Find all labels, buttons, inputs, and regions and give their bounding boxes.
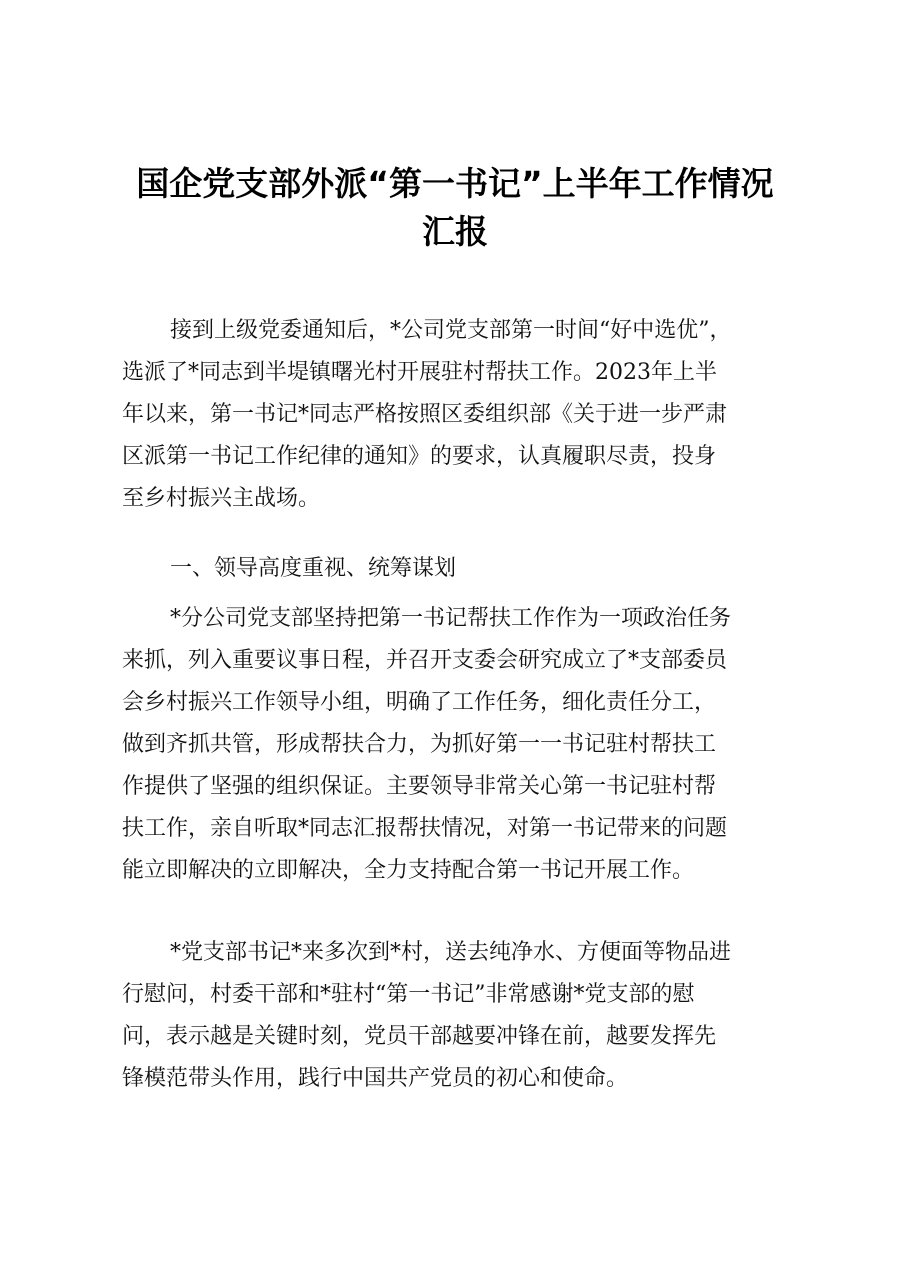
document-title	[110, 160, 800, 256]
paragraph-line: 来抓，列入重要议事日程，并召开支委会研究成立了*支部委员	[122, 648, 728, 673]
paragraph-line: 做到齐抓共管，形成帮扶合力，为抓好第一一书记驻村帮扶工	[122, 732, 717, 757]
paragraph-line: 区派第一书记工作纪律的通知》的要求，认真履职尽责，投身	[122, 444, 717, 469]
paragraph-line: 选派了*同志到半堤镇曙光村开展驻村帮扶工作。2023年上半	[122, 360, 717, 385]
section-heading-text: 一、领导高度重视、统筹谋划	[170, 556, 457, 581]
paragraph-line: 作提供了坚强的组织保证。主要领导非常关心第一书记驻村帮	[122, 774, 717, 799]
section-heading	[122, 548, 802, 590]
paragraph-line: 问，表示越是关键时刻，党员干部越要冲锋在前，越要发挥先	[122, 1024, 717, 1049]
paragraph-leadership	[122, 598, 802, 892]
paragraph-line: 年以来，第一书记*同志严格按照区委组织部《关于进一步严肃	[122, 402, 728, 427]
paragraph-line: 能立即解决的立即解决，全力支持配合第一书记开展工作。	[122, 858, 695, 883]
paragraph-line: 行慰问，村委干部和*驻村“第一书记”非常感谢*党支部的慰	[122, 982, 695, 1007]
paragraph-line: 扶工作，亲自听取*同志汇报帮扶情况，对第一书记带来的问题	[122, 816, 728, 841]
paragraph-line: *党支部书记*来多次到*村，送去纯净水、方便面等物品进	[170, 940, 732, 965]
paragraph-line: 锋模范带头作用，践行中国共产党员的初心和使命。	[122, 1066, 629, 1091]
paragraph-visit	[122, 932, 802, 1100]
title-line-2: 汇报	[422, 212, 488, 251]
paragraph-line: 至乡村振兴主战场。	[122, 486, 321, 511]
paragraph-intro	[122, 310, 802, 520]
title-line-1: 国企党支部外派“第一书记”上半年工作情况	[136, 164, 774, 203]
paragraph-line: 接到上级党委通知后，*公司党支部第一时间“好中选优”，	[170, 318, 732, 343]
paragraph-line: 会乡村振兴工作领导小组，明确了工作任务，细化责任分工，	[122, 690, 717, 715]
paragraph-line: *分公司党支部坚持把第一书记帮扶工作作为一项政治任务	[170, 606, 732, 631]
